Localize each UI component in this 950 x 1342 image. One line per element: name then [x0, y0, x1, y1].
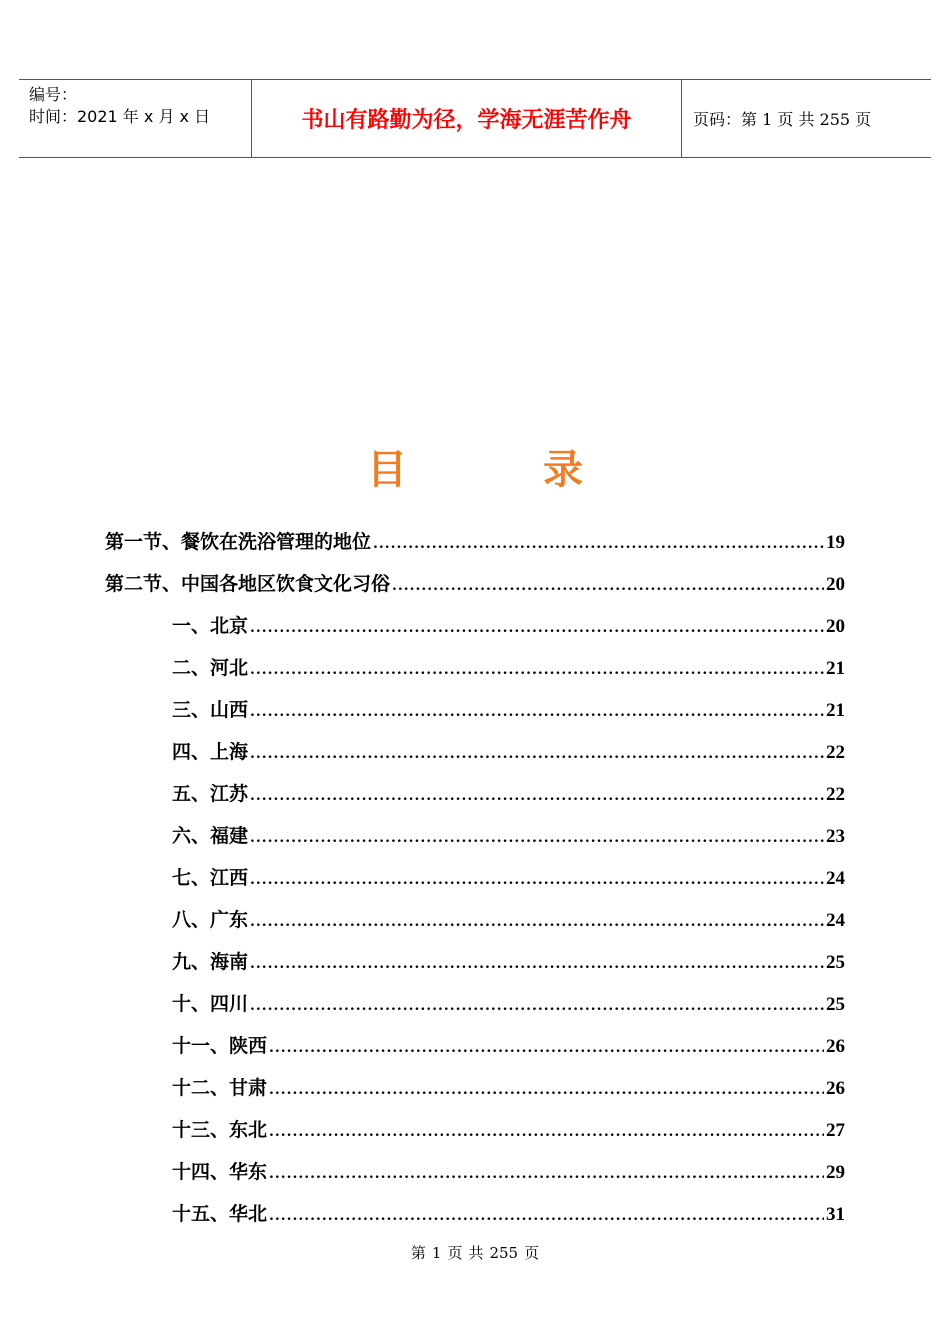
toc-leader-dots: [373, 535, 824, 554]
page-footer: [0, 1242, 950, 1263]
toc-leader-dots: [250, 745, 824, 764]
toc-title-right: 录: [543, 446, 583, 493]
footer-text: 第: [410, 1244, 426, 1262]
toc-leader-dots: [250, 787, 824, 806]
toc-entry[interactable]: [0, 1058, 845, 1100]
footer-total-pages: 255: [489, 1244, 519, 1262]
page-header: [19, 79, 931, 158]
toc-entry[interactable]: [0, 932, 845, 974]
toc-entry-label: 十三、东北: [172, 1119, 268, 1141]
toc-entry[interactable]: [0, 722, 845, 764]
toc-entry-label: 九、海南: [172, 951, 249, 973]
toc-leader-dots: [269, 1081, 824, 1100]
toc-entry-page: 19: [826, 532, 845, 553]
toc-entry-page: 25: [826, 994, 845, 1015]
header-page-info: 页码：第 1 页 共 255 页: [693, 110, 872, 129]
toc-leader-dots: [269, 1165, 824, 1184]
toc-entry[interactable]: [0, 764, 845, 806]
toc-entry-label: 六、福建: [172, 825, 249, 847]
toc-entry-label: 十二、甘肃: [172, 1077, 268, 1099]
toc-leader-dots: [250, 955, 824, 974]
toc-entry-label: 第一节、餐饮在洗浴管理的地位: [105, 531, 372, 553]
toc-entry[interactable]: [0, 806, 845, 848]
toc-entry-label: 三、山西: [172, 699, 249, 721]
number-label: 编号：: [29, 85, 78, 104]
toc-leader-dots: [269, 1123, 824, 1142]
footer-text: 页: [524, 1244, 540, 1262]
toc-entry-page: 29: [826, 1162, 845, 1183]
toc-title: [0, 438, 950, 502]
footer-page-number: 1: [431, 1244, 442, 1262]
toc-entry[interactable]: [0, 638, 845, 680]
toc-entry-page: 22: [826, 742, 845, 763]
toc-entry[interactable]: [0, 1184, 845, 1226]
toc-entry-label: 第二节、中国各地区饮食文化习俗: [105, 573, 391, 595]
toc-leader-dots: [392, 577, 824, 596]
toc-entry-page: 26: [826, 1036, 845, 1057]
toc-entry[interactable]: [0, 974, 845, 1016]
footer-text: 共: [468, 1244, 484, 1262]
header-meta: [19, 80, 251, 157]
toc-entry-page: 25: [826, 952, 845, 973]
toc-entry-page: 27: [826, 1120, 845, 1141]
toc-entry-page: 20: [826, 574, 845, 595]
toc-entry-page: 31: [826, 1204, 845, 1225]
toc-entry-page: 24: [826, 868, 845, 889]
toc-entry-page: 20: [826, 616, 845, 637]
toc-leader-dots: [250, 997, 824, 1016]
toc-entry-label: 十四、华东: [172, 1161, 268, 1183]
time-label: 时间：2021 年 x 月 x 日: [29, 107, 211, 126]
toc-entry[interactable]: [0, 554, 845, 596]
toc-entry-page: 24: [826, 910, 845, 931]
toc-title-left: 目: [367, 446, 407, 493]
header-motto: 书山有路勤为径，学海无涯苦作舟: [251, 80, 682, 157]
toc-entry[interactable]: [0, 1142, 845, 1184]
toc-leader-dots: [250, 619, 824, 638]
toc-entry-label: 十一、陕西: [172, 1035, 268, 1057]
toc-entry-page: 21: [826, 700, 845, 721]
toc-entry-label: 十五、华北: [172, 1203, 268, 1225]
toc-leader-dots: [269, 1207, 824, 1226]
toc-leader-dots: [250, 829, 824, 848]
toc-entry-label: 二、河北: [172, 657, 249, 679]
toc-entry[interactable]: [0, 1016, 845, 1058]
toc-leader-dots: [269, 1039, 824, 1058]
toc-entry-label: 十、四川: [172, 993, 249, 1015]
toc-entry[interactable]: [0, 1100, 845, 1142]
toc-entry-label: 四、上海: [172, 741, 249, 763]
toc-entry[interactable]: [0, 680, 845, 722]
toc-entry[interactable]: [0, 890, 845, 932]
toc-entry-label: 七、江西: [172, 867, 249, 889]
toc-entry-page: 26: [826, 1078, 845, 1099]
toc-leader-dots: [250, 661, 824, 680]
footer-text: 页: [447, 1244, 463, 1262]
toc-leader-dots: [250, 703, 824, 722]
toc-entry[interactable]: [0, 596, 845, 638]
toc-entry-label: 八、广东: [172, 909, 249, 931]
toc-entry-page: 21: [826, 658, 845, 679]
toc-leader-dots: [250, 871, 824, 890]
toc-entry-page: 23: [826, 826, 845, 847]
toc-entry-label: 一、北京: [172, 615, 249, 637]
toc-entry-page: 22: [826, 784, 845, 805]
toc-entry[interactable]: [0, 512, 845, 554]
toc-entry[interactable]: [0, 848, 845, 890]
toc-leader-dots: [250, 913, 824, 932]
toc-entry-label: 五、江苏: [172, 783, 249, 805]
